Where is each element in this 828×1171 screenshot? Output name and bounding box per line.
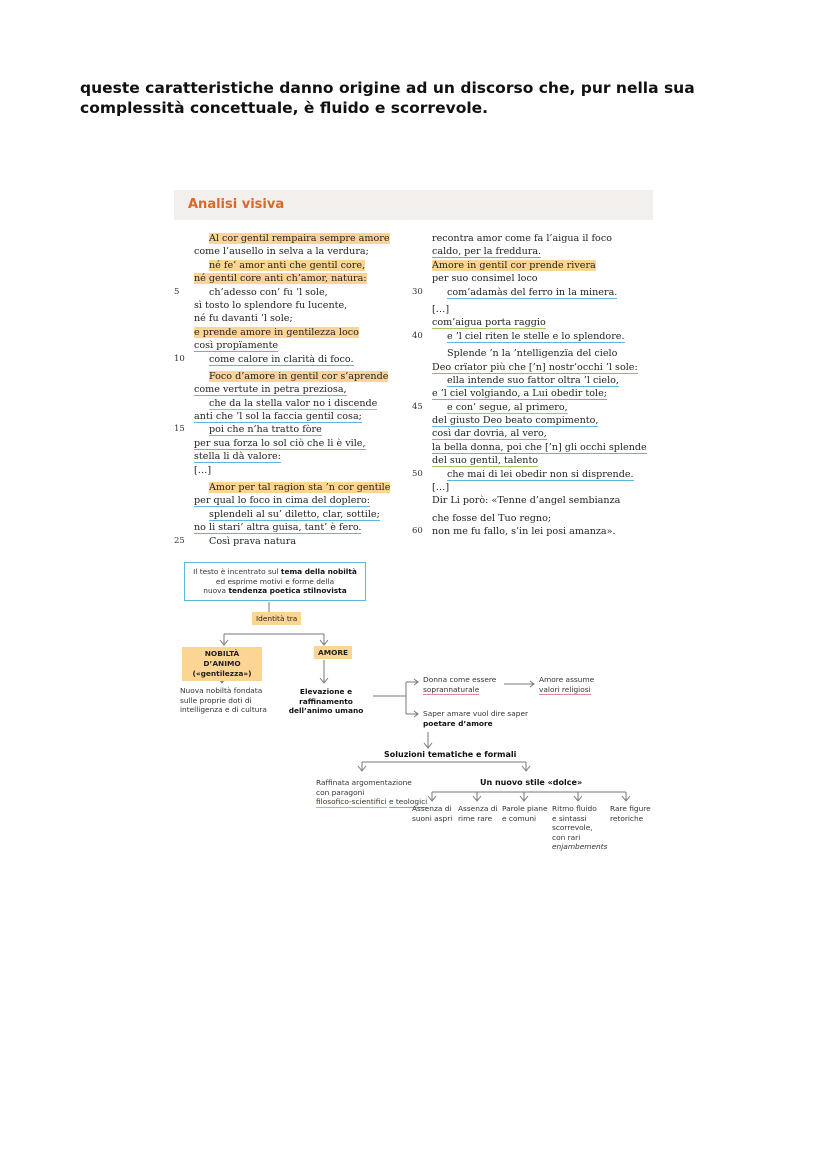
- line-number: 30: [412, 286, 423, 297]
- solutions-label: Soluzioni tematiche e formali: [384, 750, 517, 759]
- verse-text: Al cor gentil rempaira sempre amore: [209, 233, 390, 244]
- verse-text: né fe’ amor anti che gentil core,: [209, 259, 366, 271]
- love-box: [314, 648, 352, 658]
- nobility-title: NOBILTÀ D’ANIMO: [203, 649, 241, 668]
- line-number: 45: [412, 401, 423, 412]
- verse-text: […]: [432, 303, 450, 315]
- line-number: 10: [174, 353, 185, 364]
- desc-line: rime rare: [458, 813, 493, 823]
- feature-1: [412, 804, 452, 823]
- desc-line: filosofico-scientifici: [316, 797, 387, 807]
- verse-text: del suo gentil, talento: [432, 455, 539, 467]
- nobility-subtitle: («gentilezza»): [192, 669, 252, 678]
- feature-4: [552, 804, 607, 852]
- desc-line: Parole piane: [502, 804, 548, 813]
- desc-line: Amore assume: [539, 675, 595, 684]
- desc-line: poetare d’amore: [423, 718, 493, 728]
- refined-argument: [316, 778, 427, 808]
- desc-line: Assenza di: [412, 804, 452, 813]
- verse-text: così propïamente: [194, 340, 279, 352]
- verse-text: poi che n’ha tratto fòre: [209, 424, 322, 436]
- verse-text: come calore in clarità di foco.: [209, 353, 354, 365]
- verse-text: e ’l ciel riten le stelle e lo splendore.: [447, 330, 625, 342]
- desc-line: e comuni: [502, 813, 537, 823]
- feature-5: [610, 804, 651, 823]
- verse-text: né fu davanti ’l sole;: [194, 313, 293, 325]
- desc-line: dell’animo umano: [288, 706, 364, 716]
- verse-text: per qual lo foco in cima del doplero:: [194, 495, 370, 507]
- saper-node: [423, 709, 528, 728]
- verse-text: come vertute in petra preziosa,: [194, 384, 347, 396]
- verse-text: del giusto Deo beato compimento,: [432, 415, 599, 427]
- theme-bold: tendenza poetica stilnovista: [228, 586, 347, 596]
- theme-box: [184, 562, 366, 601]
- desc-line: Elevazione e: [299, 687, 353, 696]
- new-style-label: Un nuovo stile «dolce»: [480, 778, 583, 787]
- desc-line: retoriche: [610, 813, 644, 823]
- verse-text: ella intende suo fattor oltra ’l cielo,: [447, 374, 619, 386]
- intro-text: queste caratteristiche danno origine ad un discorso che, pur nella sua complessità concettuale, è fluido e scorrevole.: [80, 79, 695, 117]
- desc-line: Raffinata argomentazione: [316, 778, 412, 787]
- desc-line: enjambements: [552, 842, 608, 852]
- theme-bold: tema della nobiltà: [280, 567, 357, 576]
- verse-text: che fosse del Tuo regno;: [432, 512, 552, 524]
- verse-text: né gentil core anti ch’amor, natura:: [194, 273, 367, 285]
- desc-line: con rari: [552, 832, 581, 842]
- verse-text: stella li dà valore:: [194, 451, 281, 463]
- desc-line: intelligenza e di cultura: [180, 705, 267, 715]
- verse-text: Amore in gentil cor prende rivera: [432, 259, 596, 271]
- verse-text: Deo crïator più che [’n] nostr’occhi ’l sole:: [432, 361, 638, 373]
- love-description: [286, 687, 366, 716]
- desc-line: Saper amare vuol dire saper: [423, 709, 529, 718]
- theme-text: Il testo è incentrato sul: [193, 567, 279, 576]
- desc-line: sulle proprie doti di: [180, 695, 252, 705]
- feature-3: [502, 804, 548, 823]
- desc-line: soprannaturale: [423, 684, 480, 694]
- verse-text: no li stari’ altra guisa, tant’ è fero.: [194, 522, 362, 534]
- verse-text: e con’ segue, al primero,: [447, 401, 568, 413]
- line-number: 40: [412, 330, 423, 341]
- verse-text: per suo consimel loco: [432, 273, 538, 285]
- desc-line: Rare figure: [610, 804, 651, 813]
- line-number: 15: [174, 424, 185, 435]
- love-title: AMORE: [314, 646, 352, 659]
- verse-text: caldo, per la freddura.: [432, 246, 542, 258]
- verse-text: ch’adesso con’ fu ’l sole,: [209, 286, 328, 298]
- desc-line: Ritmo fluido: [552, 804, 597, 813]
- religious-node: [539, 675, 594, 695]
- theme-text: ed esprime motivi e forme della: [215, 576, 335, 586]
- donna-node: [423, 675, 496, 695]
- verse-text: com’aigua porta raggio: [432, 317, 546, 329]
- verse-text: Così prava natura: [209, 535, 297, 547]
- desc-line: Donna come essere: [423, 675, 497, 684]
- feature-2: [458, 804, 498, 823]
- desc-line: raffinamento: [299, 696, 353, 706]
- line-number: 50: [412, 468, 423, 479]
- verse-text: Splende ’n la ’ntelligenzïa del cielo: [447, 348, 618, 360]
- line-number: 60: [412, 526, 423, 537]
- desc-line: scorrevole,: [552, 823, 593, 833]
- verse-text: com’adamàs del ferro in la minera.: [447, 286, 618, 298]
- verse-text: anti che ’l sol la faccia gentil cosa;: [194, 411, 362, 423]
- line-number: 25: [174, 535, 185, 546]
- desc-line: con paragoni: [316, 787, 365, 797]
- nobility-box: [182, 647, 262, 681]
- verse-text: […]: [194, 464, 212, 476]
- verse-text: e prende amore in gentilezza loco: [194, 326, 359, 338]
- verse-text: che da la stella valor no i discende: [209, 397, 378, 409]
- desc-line: Nuova nobiltà fondata: [180, 686, 263, 695]
- desc-line: e sintassi: [552, 813, 587, 823]
- desc-line: e teologici: [388, 797, 428, 807]
- verse-text: non me fu fallo, s’in lei posi amanza».: [432, 526, 616, 538]
- verse-text: come l’ausello in selva a la verdura;: [194, 246, 369, 258]
- verse-text: per sua forza lo sol ciò che li è vile,: [194, 437, 366, 449]
- verse-text: splendeli al su’ diletto, clar, sottile;: [209, 508, 380, 520]
- verse-text: che mai di lei obedir non si disprende.: [447, 468, 634, 480]
- verse-text: Amor per tal ragion sta ’n cor gentile: [209, 482, 391, 494]
- verse-text: Foco d’amore in gentil cor s’aprende: [209, 370, 389, 382]
- verse-text: così dar dovria, al vero,: [432, 428, 547, 440]
- verse-text: […]: [432, 482, 450, 494]
- identity-label: [252, 614, 301, 624]
- verse-text: e ’l ciel volgiando, a Lui obedir tole;: [432, 388, 608, 400]
- verse-text: recontra amor come fa l’aigua il foco: [432, 233, 612, 244]
- desc-line: suoni aspri: [412, 813, 453, 823]
- visual-analysis-panel: [174, 190, 653, 860]
- identity-chip: Identità tra: [252, 612, 301, 625]
- nobility-description: [180, 686, 267, 715]
- verse-text: Dir Li porò: «Tenne d’angel sembianza: [432, 495, 621, 507]
- line-number: 5: [174, 286, 180, 297]
- theme-text: nuova: [203, 586, 227, 596]
- verse-text: la bella donna, poi che [’n] gli occhi splende: [432, 441, 647, 453]
- verse-text: sì tosto lo splendore fu lucente,: [194, 299, 348, 311]
- panel-title: Analisi visiva: [188, 197, 285, 212]
- desc-line: valori religiosi: [539, 684, 591, 694]
- desc-line: Assenza di: [458, 804, 498, 813]
